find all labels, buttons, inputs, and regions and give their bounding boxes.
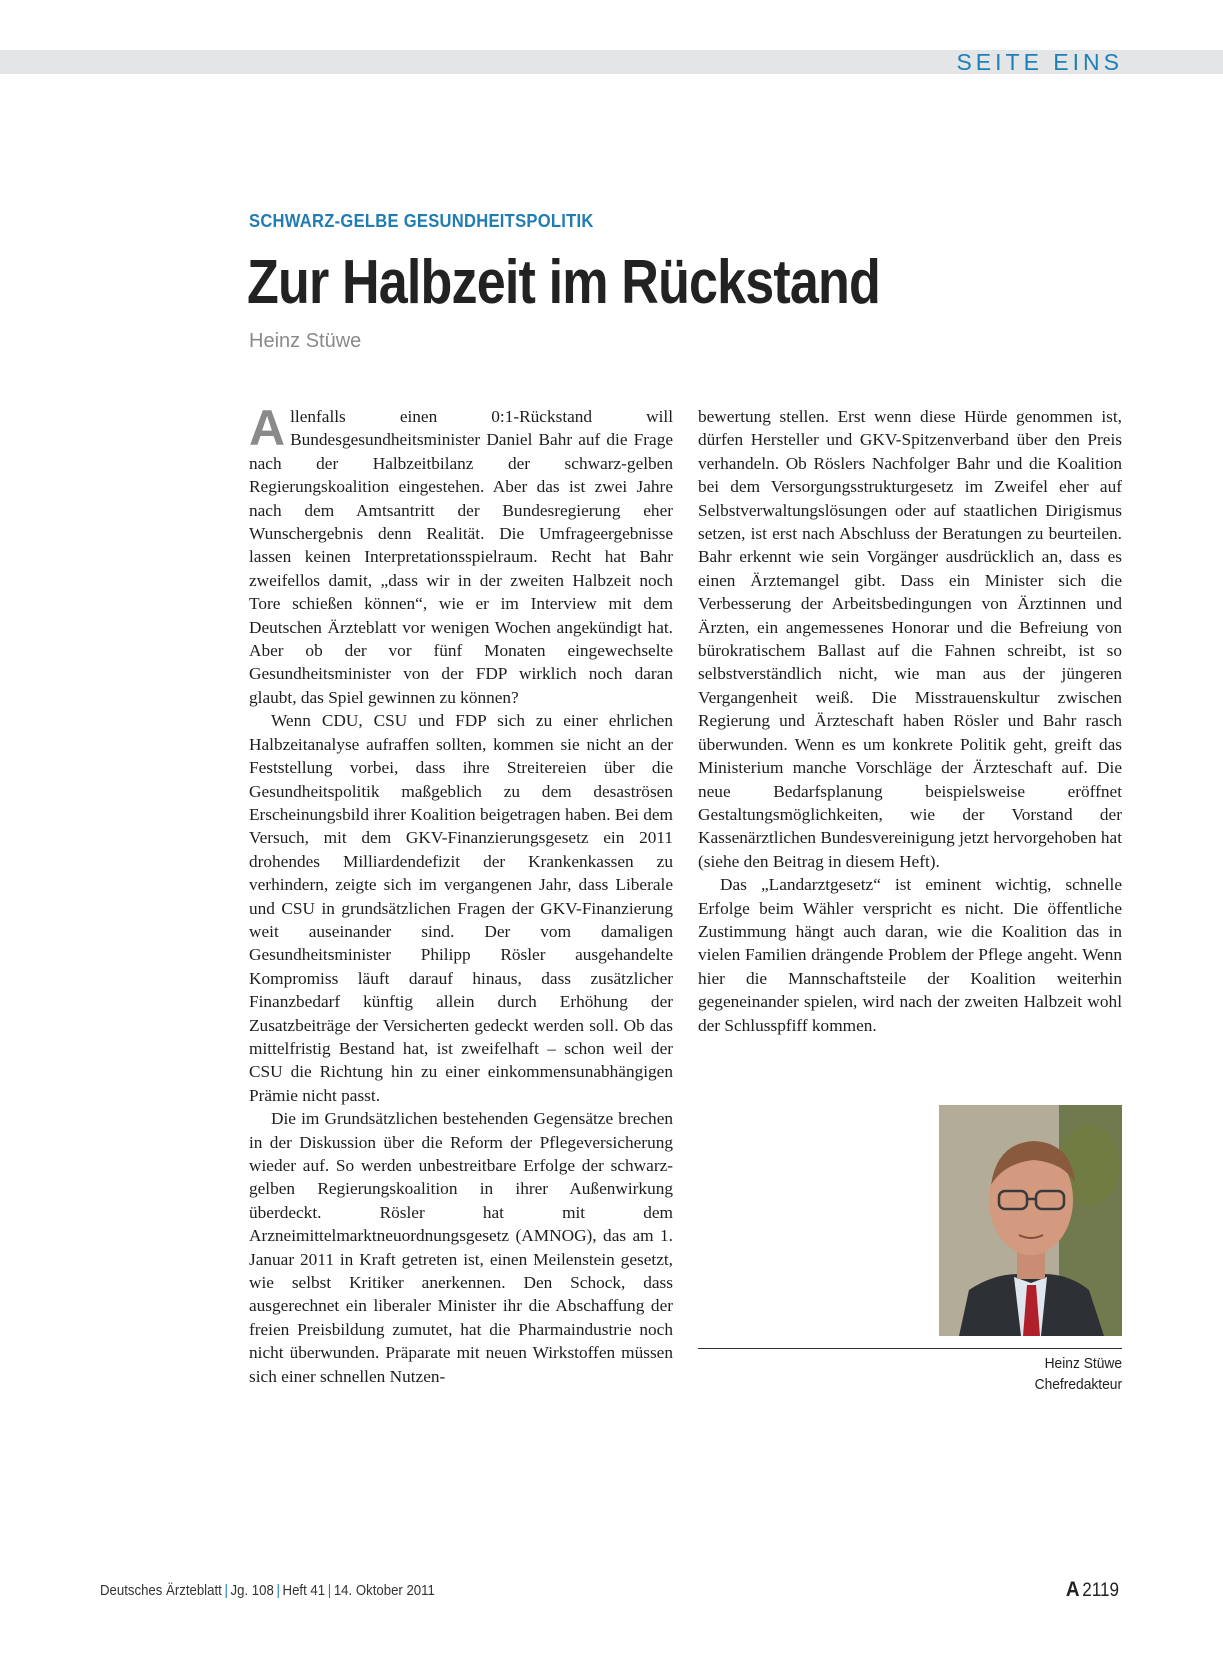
paragraph-3: Die im Grundsätzlichen bestehenden Gegensätze brechen in der Diskussion über die Reform der Pflegeversicherung wieder auf. So werden unbestreitbare Erfolge der schwarz-gelben Regierungskoalition in ihrer Außenwirkung überdeckt. Rösler hat mit dem Arzneimittelmarktneuordnungsgesetz (AMNOG), das am 1. Januar 2011 in Kraft getreten ist, einen Meilenstein gesetzt, wie selbst Kritiker anerkennen. Den Schock, dass ausgerechnet ein liberaler Minister ihr die Abschaffung der freien Preisbildung zumutet, hat die Pharmaindustrie noch nicht überwunden. Präparate mit neuen Wirkstoffen müssen sich einer schnellen Nutzen- [249, 1109, 673, 1386]
footer-separator: | [224, 1582, 228, 1599]
article-column-left [249, 400, 673, 1388]
footer-journal: Deutsches Ärzteblatt [100, 1582, 222, 1599]
paragraph-5: Das „Landarztgesetz“ ist eminent wichtig, schnelle Erfolge beim Wähler verspricht es nicht. Die öffentliche Zustimmung hängt auch daran, wie die Koalition das in vielen Familien drängende Problem der Pflege angeht. Wenn hier die Mannschaftsteile der Koalition weiterhin gegeneinander spielen, wird nach der zweiten Halbzeit wohl der Schlusspfiff kommen. [698, 875, 1122, 1035]
paragraph-2: Wenn CDU, CSU und FDP sich zu einer ehrlichen Halbzeitanalyse aufraffen sollten, kommen sie nicht an der Feststellung vorbei, dass ihre Streitereien über die Gesundheitspolitik maßgeblich zu dem desaströsen Erscheinungsbild ihrer Koalition beigetragen haben. Bei dem Versuch, mit dem GKV-Finanzierungsgesetz ein 2011 drohendes Milliardendefizit der Krankenkassen zu verhindern, zeigte sich im vergangenen Jahr, dass Liberale und CSU in grundsätzlichen Fragen der GKV-Finanzierung weit auseinander sind. Der vom damaligen Gesundheitsminister Philipp Rösler ausgehandelte Kompromiss läuft darauf hinaus, dass zusätzlicher Finanzbedarf künftig allein durch Erhöhung der Zusatzbeiträge der Versicherten gedeckt werden soll. Ob das mittelfristig Bestand hat, ist zweifelhaft – schon weil der CSU die Richtung hin zu einer einkommensunabhängigen Prämie nicht passt. [249, 711, 673, 1105]
author-photo [939, 1105, 1122, 1336]
article-author: Heinz Stüwe [249, 330, 362, 352]
caption-name: Heinz Stüwe [1044, 1355, 1122, 1372]
footer-issue: Heft 41 [282, 1582, 326, 1599]
page-prefix: A [1065, 1578, 1080, 1601]
caption-rule [698, 1348, 1122, 1349]
paragraph-1-text: llenfalls einen 0:1-Rückstand will Bundesgesundheitsminister Daniel Bahr auf die Frage nach der Halbzeitbilanz der schwarz-gelben Regierungskoalition eingestehen. Aber das ist zwei Jahre nach dem Amtsantritt der Bundesregierung eher Wunschergebnis denn Realität. Die Umfrageergebnisse lassen keinen Interpretationsspielraum. Recht hat Bahr zweifellos damit, „dass wir in der zweiten Halbzeit noch Tore schießen können“, wie er im Interview mit dem Deutschen Ärzteblatt vor wenigen Wochen angekündigt hat. Aber ob der vor fünf Monaten eingewechselte Gesundheitsminister von der FDP wirklich noch daran glaubt, das Spiel gewinnen zu können? [249, 407, 673, 707]
footer-citation [100, 1582, 435, 1599]
photo-caption [1035, 1353, 1122, 1395]
page-number [1066, 1578, 1119, 1602]
footer-volume: Jg. 108 [230, 1582, 274, 1599]
article-column-right [698, 405, 1122, 1037]
paragraph-1 [249, 400, 673, 709]
section-label: SEITE EINS [956, 49, 1123, 75]
portrait-illustration [939, 1105, 1122, 1336]
article-kicker: SCHWARZ-GELBE GESUNDHEITSPOLITIK [249, 211, 594, 231]
caption-role: Chefredakteur [1034, 1376, 1122, 1393]
drop-cap: A [249, 400, 286, 456]
page-number-value: 2119 [1082, 1580, 1119, 1601]
footer-separator: | [276, 1582, 280, 1599]
paragraph-4: bewertung stellen. Erst wenn diese Hürde genommen ist, dürfen Hersteller und GKV-Spitzenverband über den Preis verhandeln. Ob Röslers Nachfolger Bahr und die Koalition bei dem Versorgungsstrukturgesetz im Zweifel eher auf Selbstverwaltungslösungen oder auf staatlichen Dirigismus setzen, ist erst nach Abschluss der Beratungen zu beurteilen. Bahr erkennt wie sein Vorgänger ausdrücklich an, dass es einen Ärztemangel gibt. Dass ein Minister sich die Verbesserung der Arbeitsbedingungen von Ärztinnen und Ärzten, ein angemessenes Honorar und die Befreiung von bürokratischem Ballast auf die Fahnen schreibt, ist so selbstverständlich nicht, wie man aus der jüngeren Vergangenheit weiß. Die Misstrauenskultur zwischen Regierung und Ärzteschaft haben Rösler und Bahr rasch überwunden. Wenn es um konkrete Politik geht, greift das Ministerium manche Vorschläge der Ärzteschaft auf. Die neue Bedarfsplanung beispielsweise eröffnet Gestaltungsmöglichkeiten, wie der Vorstand der Kassenärztlichen Bundesvereinigung jetzt hervorgehoben hat (siehe den Beitrag in diesem Heft). [698, 407, 1122, 871]
article-title: Zur Halbzeit im Rückstand [247, 248, 881, 317]
footer-separator: | [327, 1582, 332, 1599]
footer-date: 14. Oktober 2011 [333, 1582, 435, 1599]
